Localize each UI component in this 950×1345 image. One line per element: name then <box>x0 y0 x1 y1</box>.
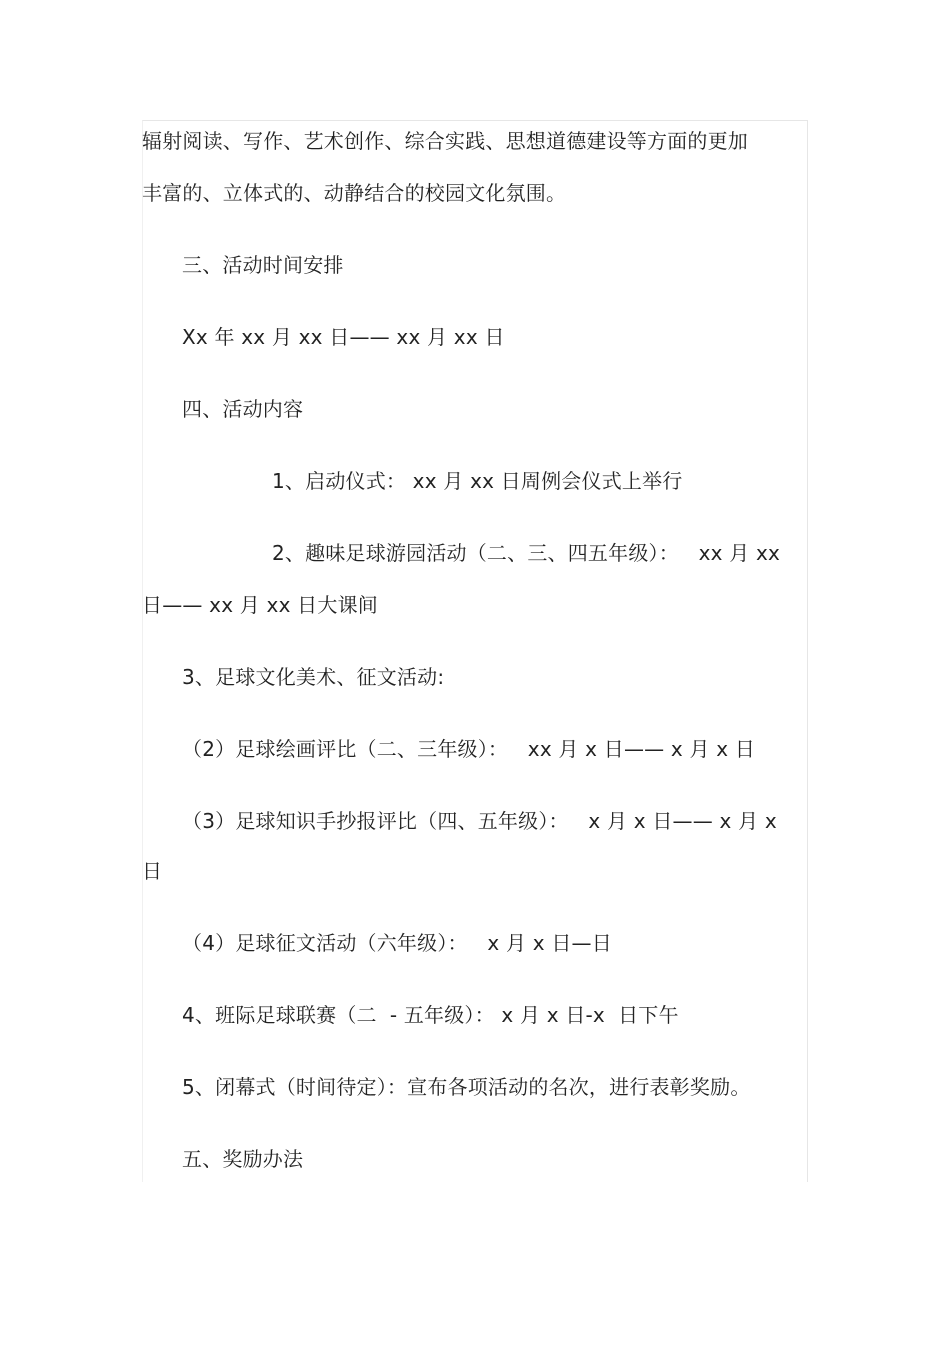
item-closing-ceremony: 5、闭幕式（时间待定）：宣布各项活动的名次，进行表彰奖励。 <box>182 1075 751 1099</box>
subitem-essay-contest: （4）足球征文活动（六年级）： x 月 x 日—日 <box>182 931 612 955</box>
item-football-fun-fair-cont: 日—— xx 月 xx 日大课间 <box>142 593 378 617</box>
paragraph-line-2: 丰富的、立体式的、动静结合的校园文化氛围。 <box>142 181 567 205</box>
item-football-fun-fair: 2、趣味足球游园活动（二、三、四五年级）： xx 月 xx <box>272 541 781 565</box>
section-heading-rewards: 五、奖励办法 <box>182 1147 304 1171</box>
section-heading-content: 四、活动内容 <box>182 397 304 421</box>
item-class-league: 4、班际足球联赛（二 - 五年级）： x 月 x 日-x 日下午 <box>182 1003 679 1027</box>
paragraph-line-1: 辐射阅读、写作、艺术创作、综合实践、思想道德建设等方面的更加 <box>142 129 748 153</box>
subitem-handwritten-newspaper-cont: 日 <box>142 859 163 883</box>
schedule-date-range: Xx 年 xx 月 xx 日—— xx 月 xx 日 <box>182 325 505 349</box>
section-heading-schedule: 三、活动时间安排 <box>182 253 344 277</box>
item-opening-ceremony: 1、启动仪式： xx 月 xx 日周例会仪式上举行 <box>272 469 683 493</box>
subitem-drawing-contest: （2）足球绘画评比（二、三年级）： xx 月 x 日—— x 月 x 日 <box>182 737 756 761</box>
subitem-handwritten-newspaper: （3）足球知识手抄报评比（四、五年级）： x 月 x 日—— x 月 x <box>182 809 777 833</box>
item-culture-art-essay: 3、足球文化美术、征文活动: <box>182 665 445 689</box>
